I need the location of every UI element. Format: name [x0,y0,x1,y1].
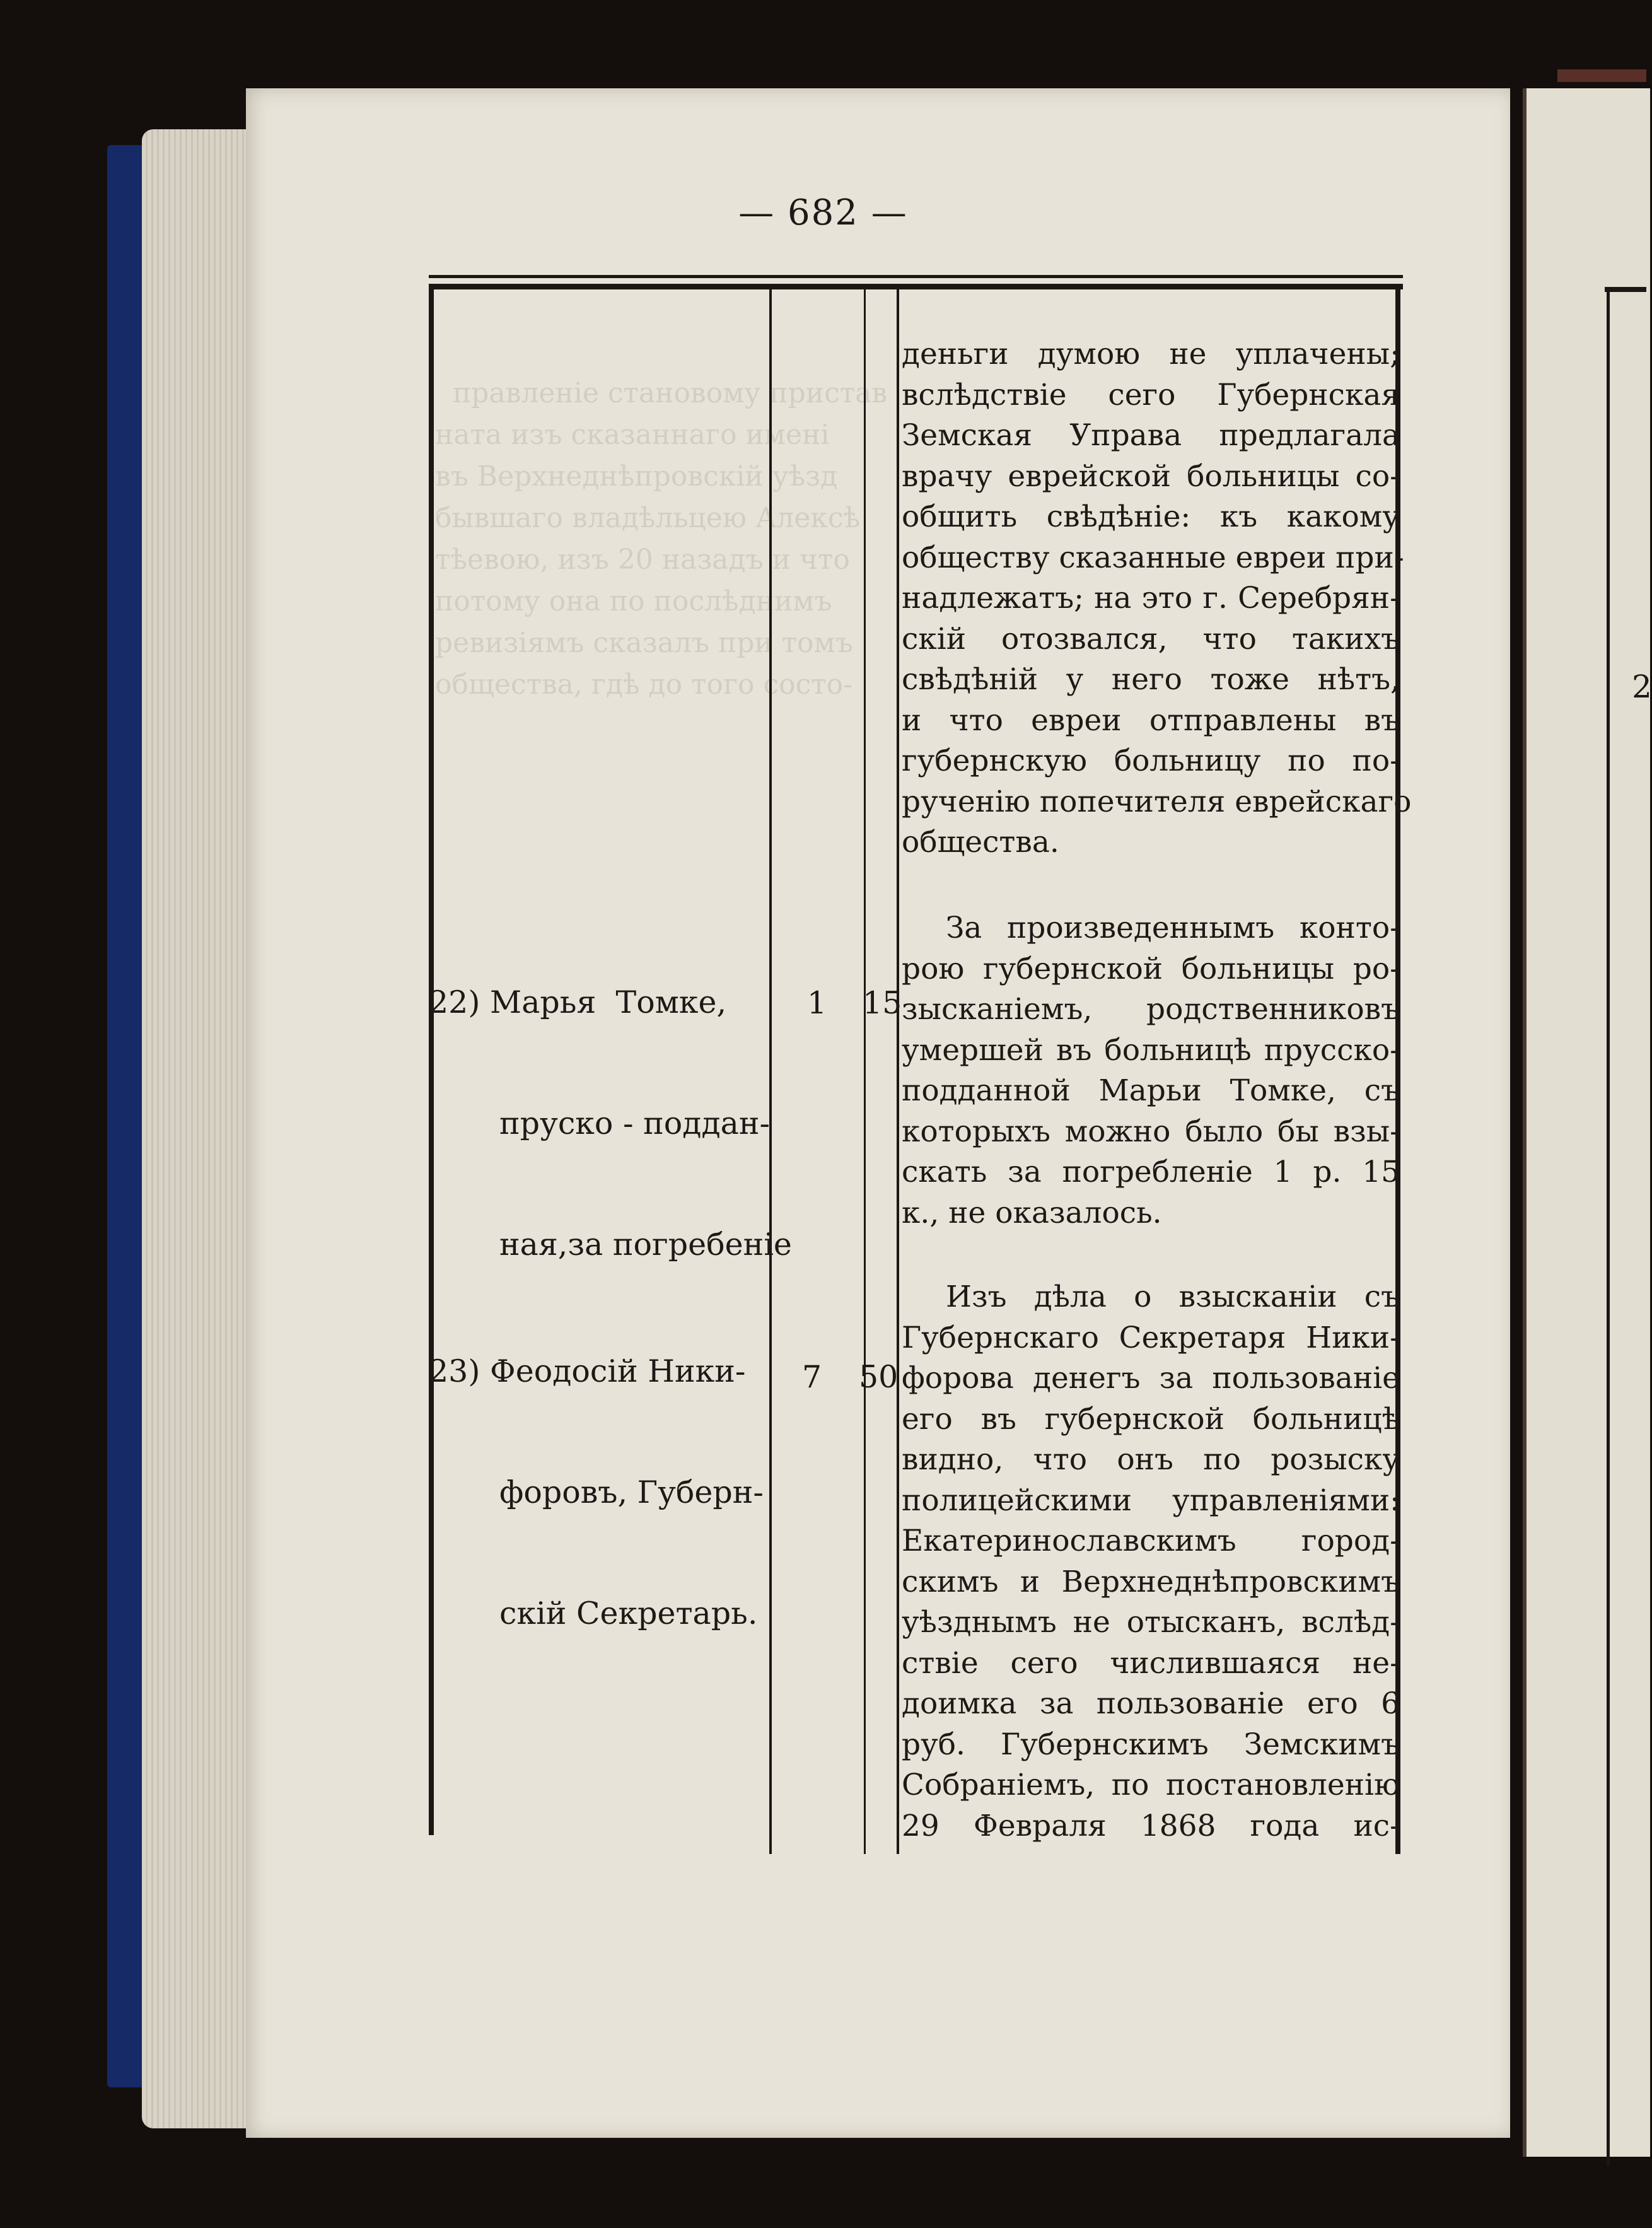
text-line: 29 Февраля 1868 года ис- [902,1808,1400,1843]
text-line: видно, что онъ по розыску [902,1442,1400,1477]
bleed-line: тѣевою, изъ 20 назадъ и что [435,544,850,576]
text-line: деньги думою не уплачены; [902,337,1400,371]
entry-23-kopecks: 50 [859,1359,899,1395]
text-line: Земская Управа предлагала [902,418,1400,453]
next-page-rule [1605,287,1646,292]
entry-name-line: 23) Феодосій Ники- [429,1353,746,1389]
text-line: рученію попечителя еврейскаго [902,784,1412,819]
page-number: — 682 — [738,192,908,233]
text-line: вслѣдствіе сего Губернская [902,377,1400,412]
entry-22-rubles: 1 [807,985,827,1021]
text-line: умершей въ больницѣ прусско- [902,1032,1400,1068]
entry-23-text [902,1277,1400,1846]
next-page-column-line [1607,287,1610,2166]
text-line: зысканіемъ, родственниковъ [902,992,1400,1027]
next-page-spine [1557,69,1646,82]
text-line: обществу сказанные евреи при- [902,540,1404,575]
bleed-line: потому она по послѣднимъ [435,585,832,617]
text-line: и что евреи отправлены въ [902,703,1400,738]
bleed-line: общества, гдѣ до того состо- [435,668,852,701]
text-line: полицейскими управленіями: [902,1483,1400,1518]
col-divider-kopecks [897,284,899,1854]
text-line: его въ губернской больницѣ [902,1401,1400,1437]
text-line: ствіе сего числившаяся не- [902,1645,1400,1681]
text-line: Собраніемъ, по постановленію [902,1768,1400,1802]
text-line: общить свѣдѣніе: къ какому [902,499,1400,534]
text-line: руб. Губернскимъ Земскимъ [902,1727,1400,1762]
entry-22-text [902,908,1400,1234]
bleed-line: ната изъ сказаннаго имені [435,419,830,451]
next-page-edge [1523,88,1650,2157]
bleed-line: въ Верхнеднѣпровскій уѣзд [435,460,838,493]
bleed-through-text [435,331,887,706]
text-line: к., не оказалось. [902,1195,1162,1230]
entry-name-line: ная,за погребеніе [499,1227,792,1263]
text-line: Губернскаго Секретаря Ники- [902,1320,1400,1355]
text-line: свѣдѣній у него тоже нѣтъ, [902,662,1400,697]
table-top-rule-thick [429,284,1403,289]
entry-name-line: скій Секретарь. [499,1595,758,1631]
page-stack-edges [142,129,262,2128]
entry-23-rubles: 7 [802,1359,822,1395]
text-line: надлежатъ; на это г. Серебрян- [902,581,1400,615]
entry-name-line: 22) Марья Томке, [429,984,727,1020]
text-line: общества. [902,825,1059,860]
bleed-line: ревизіямъ сказалъ при томъ [435,627,853,659]
text-line: подданной Марьи Томке, съ [902,1073,1400,1108]
text-line: скать за погребленіе 1 р. 15 [902,1155,1400,1189]
text-line: уѣзднымъ не отысканъ, вслѣд- [902,1605,1400,1640]
entry-name-line: пруско - поддан- [499,1105,771,1141]
entry-name-line: форовъ, Губерн- [499,1474,764,1510]
entry-23-name [429,1271,764,1674]
text-line: которыхъ можно было бы взы- [902,1114,1400,1149]
text-line: скій отозвался, что такихъ [902,621,1400,656]
text-line: Екатеринославскимъ город- [902,1524,1400,1558]
text-line: рою губернской больницы ро- [902,951,1400,986]
entry-22-kopecks: 15 [863,985,902,1021]
text-line: скимъ и Верхнеднѣпровскимъ [902,1564,1400,1599]
bleed-line: правленіе становому пристав [452,377,888,409]
table-top-rule-thin [429,275,1403,278]
next-page-fragment: 2 [1632,668,1652,705]
text-line: губернскую больницу по по- [902,744,1400,778]
bleed-line: бывшаго владѣльцею Алексѣ [435,502,861,534]
text-line: форова денегъ за пользованіе [902,1361,1400,1396]
entry-22-name [429,902,792,1305]
text-line: Изъ дѣла о взысканіи съ [946,1280,1400,1314]
text-line: За произведеннымъ конто- [946,911,1400,945]
continuation-paragraph [902,334,1412,863]
text-line: врачу еврейской больницы со- [902,458,1400,494]
text-line: доимка за пользованіе его 6 [902,1686,1400,1721]
